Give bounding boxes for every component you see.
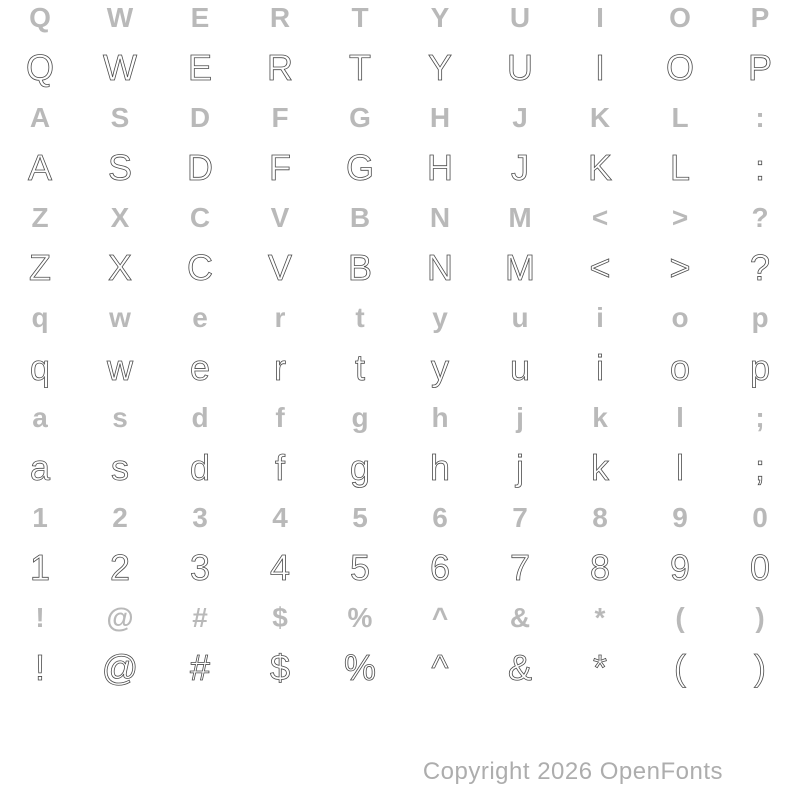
glyph-cell: 5: [349, 547, 371, 588]
glyph-cell: B: [349, 202, 371, 233]
glyph-cell: y: [432, 302, 448, 333]
glyph-cell: ^: [431, 647, 449, 688]
glyph-cell: U: [507, 47, 533, 88]
glyph-cell: 6: [432, 502, 448, 533]
glyph-cell: T: [349, 47, 371, 88]
glyph-cell: 7: [509, 547, 531, 588]
glyph-cell: h: [429, 447, 451, 488]
reference-row-lowercase-top-row: [0, 293, 800, 343]
glyph-cell: t: [354, 347, 365, 388]
glyph-cell: 0: [749, 547, 771, 588]
sample-row-symbols-row: [0, 643, 800, 693]
glyph-cell: i: [596, 302, 604, 333]
sample-row-uppercase-bottom-row: [0, 243, 800, 293]
glyph-cell: >: [669, 247, 691, 288]
glyph-cell: e: [192, 302, 208, 333]
glyph-cell: V: [267, 247, 292, 288]
glyph-cell: %: [343, 647, 376, 688]
glyph-cell: q: [31, 302, 49, 333]
glyph-cell: j: [516, 402, 524, 433]
glyph-cell: l: [676, 447, 684, 488]
reference-row-uppercase-bottom-row: [0, 193, 800, 243]
glyph-cell: o: [671, 302, 689, 333]
glyph-cell: 0: [752, 502, 768, 533]
glyph-cell: k: [592, 402, 608, 433]
sample-row-digits-row: [0, 543, 800, 593]
glyph-cell: W: [106, 2, 134, 33]
glyph-cell: %: [347, 602, 373, 633]
glyph-cell: ?: [751, 202, 769, 233]
glyph-cell: ;: [755, 402, 765, 433]
glyph-cell: 9: [669, 547, 691, 588]
glyph-cell: p: [749, 347, 771, 388]
glyph-cell: G: [345, 147, 374, 188]
glyph-cell: D: [187, 147, 213, 188]
glyph-cell: ): [755, 602, 765, 633]
glyph-cell: G: [349, 102, 371, 133]
reference-row-symbols-row: [0, 593, 800, 643]
glyph-cell: w: [109, 302, 131, 333]
glyph-cell: a: [29, 447, 51, 488]
glyph-cell: r: [274, 302, 286, 333]
glyph-cell: J: [511, 147, 529, 188]
glyph-cell: 9: [672, 502, 688, 533]
glyph-cell: R: [269, 2, 291, 33]
glyph-cell: $: [269, 647, 291, 688]
glyph-cell: u: [511, 302, 529, 333]
glyph-cell: 2: [112, 502, 128, 533]
glyph-cell: @: [101, 647, 139, 688]
glyph-cell: B: [347, 247, 372, 288]
glyph-cell: &: [507, 647, 532, 688]
glyph-cell: 6: [429, 547, 451, 588]
glyph-cell: E: [187, 47, 212, 88]
glyph-cell: A: [29, 102, 51, 133]
glyph-cell: R: [267, 47, 293, 88]
glyph-cell: 1: [29, 547, 51, 588]
glyph-cell: y: [431, 347, 449, 388]
glyph-cell: 4: [269, 547, 291, 588]
glyph-cell: #: [192, 602, 208, 633]
glyph-cell: 8: [589, 547, 611, 588]
glyph-cell: Z: [31, 202, 49, 233]
glyph-cell: K: [587, 147, 612, 188]
glyph-cell: >: [671, 202, 689, 233]
glyph-cell: ^: [431, 602, 449, 633]
glyph-cell: d: [191, 402, 209, 433]
glyph-cell: P: [750, 2, 770, 33]
sample-row-lowercase-top-row: [0, 343, 800, 393]
glyph-cell: C: [189, 202, 211, 233]
reference-row-digits-row: [0, 493, 800, 543]
glyph-cell: Q: [25, 47, 54, 88]
glyph-cell: e: [189, 347, 211, 388]
glyph-cell: M: [505, 247, 535, 288]
glyph-cell: D: [189, 102, 211, 133]
glyph-cell: 8: [592, 502, 608, 533]
glyph-cell: X: [107, 247, 132, 288]
glyph-cell: &: [509, 602, 531, 633]
reference-row-uppercase-home-row: [0, 93, 800, 143]
glyph-cell: V: [270, 202, 290, 233]
glyph-cell: q: [29, 347, 51, 388]
glyph-cell: X: [110, 202, 130, 233]
glyph-cell: :: [754, 147, 765, 188]
glyph-cell: L: [671, 102, 689, 133]
glyph-cell: 3: [192, 502, 208, 533]
copyright-text: Copyright 2026 OpenFonts: [422, 758, 723, 785]
glyph-cell: I: [594, 47, 605, 88]
glyph-cell: I: [596, 2, 604, 33]
glyph-cell: *: [592, 647, 607, 688]
glyph-cell: E: [190, 2, 210, 33]
reference-row-lowercase-home-row: [0, 393, 800, 443]
glyph-cell: *: [594, 602, 606, 633]
glyph-cell: O: [665, 47, 694, 88]
glyph-cell: L: [669, 147, 691, 188]
glyph-cell: f: [274, 447, 285, 488]
glyph-cell: h: [431, 402, 449, 433]
glyph-cell: 2: [109, 547, 131, 588]
glyph-cell: w: [107, 347, 133, 388]
glyph-cell: s: [111, 447, 129, 488]
glyph-cell: f: [275, 402, 285, 433]
glyph-cell: H: [429, 102, 451, 133]
glyph-cell: <: [589, 247, 611, 288]
reference-row-uppercase-top-row: [0, 0, 800, 43]
glyph-cell: o: [669, 347, 691, 388]
glyph-cell: J: [512, 102, 528, 133]
glyph-cell: 4: [272, 502, 288, 533]
glyph-cell: N: [429, 202, 451, 233]
glyph-cell: s: [112, 402, 128, 433]
glyph-cell: $: [272, 602, 288, 633]
sample-row-uppercase-home-row: [0, 143, 800, 193]
glyph-cell: (: [674, 647, 686, 688]
glyph-cell: W: [103, 47, 137, 88]
glyph-cell: k: [591, 447, 609, 488]
glyph-cell: :: [755, 102, 765, 133]
glyph-cell: d: [189, 447, 211, 488]
sample-row-uppercase-top-row: [0, 43, 800, 93]
glyph-cell: Z: [29, 247, 51, 288]
glyph-cell: p: [751, 302, 769, 333]
glyph-cell: !: [35, 602, 45, 633]
glyph-cell: l: [676, 402, 684, 433]
glyph-cell: (: [675, 602, 685, 633]
glyph-cell: 3: [189, 547, 211, 588]
glyph-cell: F: [271, 102, 289, 133]
glyph-cell: S: [110, 102, 130, 133]
glyph-cell: F: [269, 147, 291, 188]
glyph-cell: S: [107, 147, 132, 188]
glyph-cell: <: [591, 202, 609, 233]
glyph-cell: K: [589, 102, 611, 133]
glyph-cell: C: [187, 247, 213, 288]
glyph-cell: ?: [749, 247, 771, 288]
glyph-cell: Y: [427, 47, 452, 88]
glyph-cell: t: [355, 302, 365, 333]
glyph-cell: Y: [430, 2, 450, 33]
sample-row-lowercase-home-row: [0, 443, 800, 493]
glyph-cell: H: [427, 147, 453, 188]
glyph-cell: M: [508, 202, 532, 233]
glyph-cell: 5: [352, 502, 368, 533]
glyph-cell: ;: [754, 447, 765, 488]
glyph-cell: 7: [512, 502, 528, 533]
glyph-cell: u: [509, 347, 531, 388]
glyph-cell: r: [274, 347, 286, 388]
glyph-cell: 1: [32, 502, 48, 533]
glyph-cell: T: [351, 2, 369, 33]
glyph-cell: i: [596, 347, 604, 388]
glyph-cell: g: [351, 402, 369, 433]
glyph-cell: a: [32, 402, 48, 433]
glyph-cell: @: [106, 602, 134, 633]
glyph-cell: A: [27, 147, 52, 188]
glyph-cell: j: [516, 447, 524, 488]
glyph-cell: ): [754, 647, 766, 688]
glyph-cell: #: [189, 647, 211, 688]
glyph-cell: !: [34, 647, 45, 688]
glyph-cell: Q: [29, 2, 51, 33]
glyph-cell: O: [669, 2, 691, 33]
glyph-cell: g: [349, 447, 371, 488]
glyph-cell: U: [509, 2, 531, 33]
glyph-cell: P: [747, 47, 772, 88]
glyph-cell: N: [427, 247, 453, 288]
